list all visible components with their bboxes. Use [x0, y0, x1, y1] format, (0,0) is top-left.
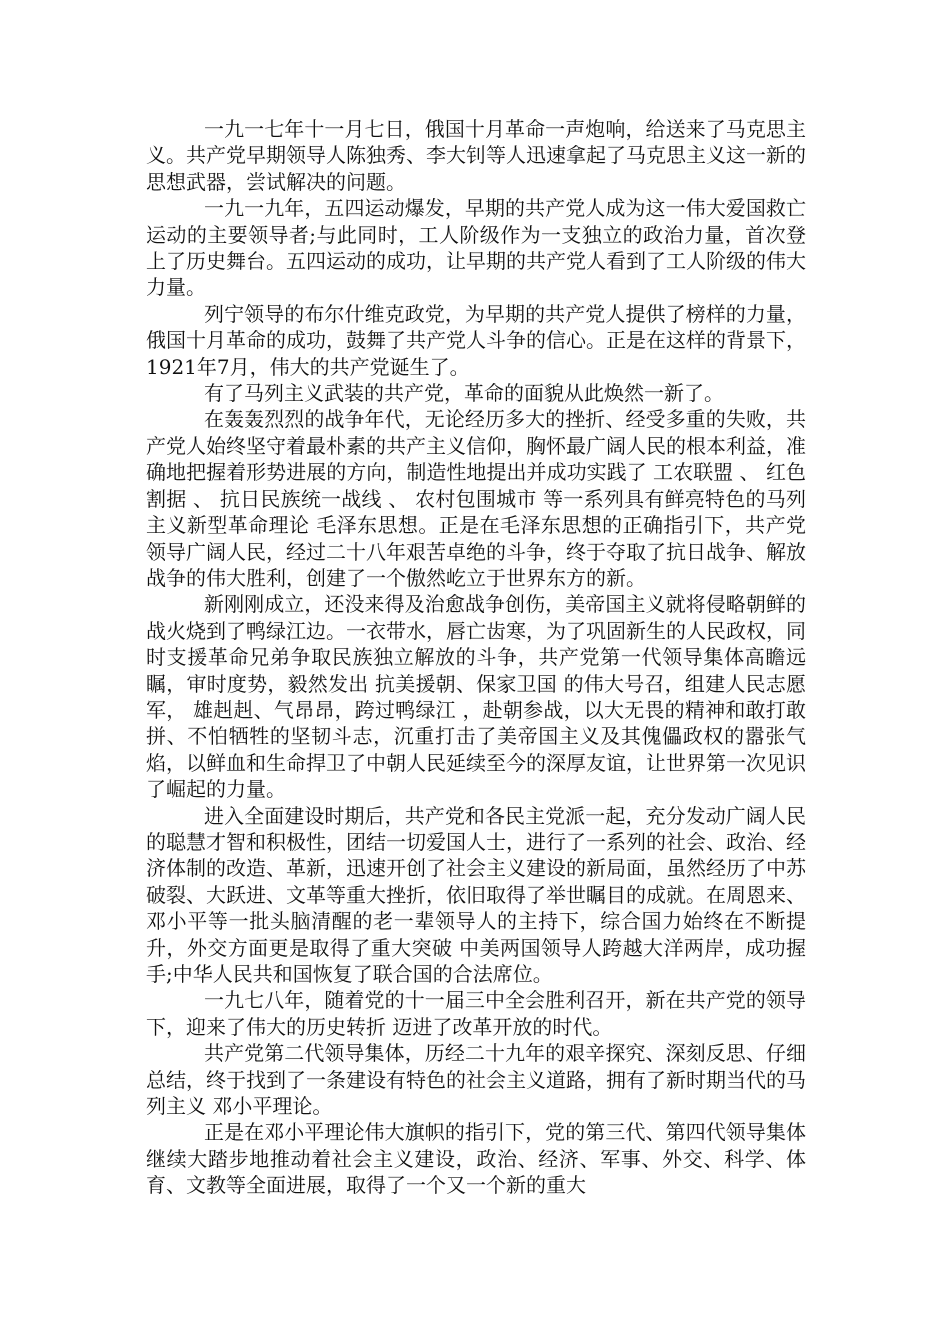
paragraph-1: 一九一七年十一月七日，俄国十月革命一声炮响，给送来了马克思主义。共产党早期领导人陈独秀、李大钊等人迅速拿起了马克思主义这一新的思想武器，尝试解决的问题。 — [146, 117, 806, 194]
document-body — [146, 116, 806, 1199]
paragraph-5: 在轰轰烈烈的战争年代，无论经历多大的挫折、经受多重的失败，共产党人始终坚守着最朴素的共产主义信仰，胸怀最广阔人民的根本利益，准确地把握着形势进展的方向，制造性地提出并成功实践了 工农联盟 、 红色割据 、 抗日民族统一战线 、 农村包围城市 等一系列具有鲜亮特色的马列主义新型革命理论 毛泽东思想。正是在毛泽东思想的正确指引下，共产党领导广阔人民，经过二十八年艰苦卓绝的斗争，终于夺取了抗日战争、解放战争的伟大胜利，创建了一个傲然屹立于世界东方的新。 — [146, 407, 806, 590]
paragraph-7: 进入全面建设时期后，共产党和各民主党派一起，充分发动广阔人民的聪慧才智和积极性，团结一切爱国人士，进行了一系列的社会、政治、经济体制的改造、革新，迅速开创了社会主义建设的新局面，虽然经历了中苏破裂、大跃进、文革等重大挫折，依旧取得了举世瞩目的成就。在周恩来、邓小平等一批头脑清醒的老一辈领导人的主持下，综合国力始终在不断提升，外交方面更是取得了重大突破 中美两国领导人跨越大洋两岸，成功握手;中华人民共和国恢复了联合国的合法席位。 — [146, 803, 806, 986]
paragraph-4: 有了马列主义武装的共产党，革命的面貌从此焕然一新了。 — [204, 381, 724, 406]
paragraph-6: 新刚刚成立，还没来得及治愈战争创伤，美帝国主义就将侵略朝鲜的战火烧到了鸭绿江边。一衣带水，唇亡齿寒，为了巩固新生的人民政权，同时支援革命兄弟争取民族独立解放的斗争，共产党第一代领导集体高瞻远瞩，审时度势，毅然发出 抗美援朝、保家卫国 的伟大号召，组建人民志愿军， 雄赳赳、气昂昂，跨过鸭绿江 ，赴朝参战，以大无畏的精神和敢打敢拼、不怕牺牲的坚韧斗志，沉重打击了美帝国主义及其傀儡政权的嚣张气焰，以鲜血和生命捍卫了中朝人民延续至今的深厚友谊，让世界第一次见识了崛起的力量。 — [146, 592, 806, 802]
paragraph-3: 列宁领导的布尔什维克政党，为早期的共产党人提供了榜样的力量，俄国十月革命的成功，鼓舞了共产党人斗争的信心。正是在这样的背景下，1921年7月，伟大的共产党诞生了。 — [146, 301, 806, 379]
paragraph-2: 一九一九年，五四运动爆发，早期的共产党人成为这一伟大爱国救亡运动的主要领导者;与此同时，工人阶级作为一支独立的政治力量，首次登上了历史舞台。五四运动的成功，让早期的共产党人看到了工人阶级的伟大力量。 — [146, 196, 806, 300]
paragraph-8: 一九七八年，随着党的十一届三中全会胜利召开，新在共产党的领导下，迎来了伟大的历史转折 迈进了改革开放的时代。 — [146, 988, 806, 1039]
paragraph-10: 正是在邓小平理论伟大旗帜的指引下，党的第三代、第四代领导集体继续大踏步地推动着社会主义建设，政治、经济、军事、外交、科学、体育、文教等全面进展，取得了一个又一个新的重大 — [146, 1120, 806, 1198]
paragraph-9: 共产党第二代领导集体，历经二十九年的艰辛探究、深刻反思、仔细总结，终于找到了一条建设有特色的社会主义道路，拥有了新时期当代的马列主义 邓小平理论。 — [146, 1041, 806, 1119]
